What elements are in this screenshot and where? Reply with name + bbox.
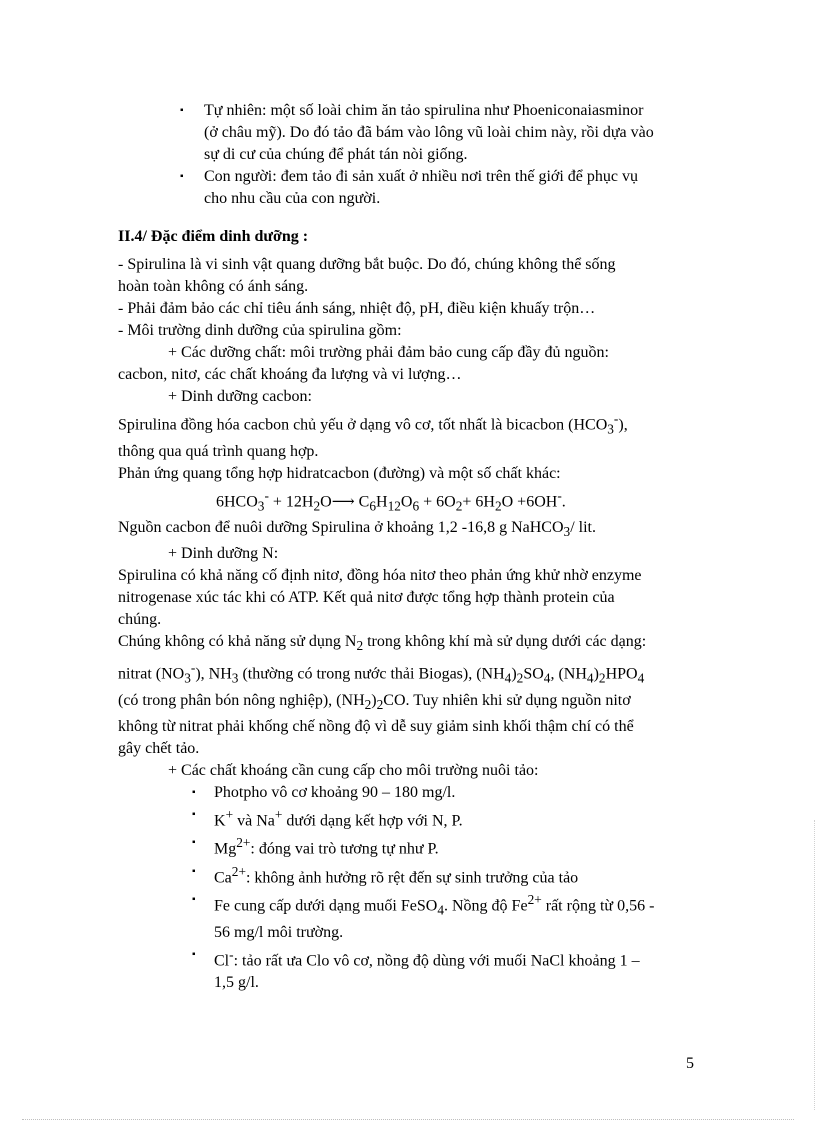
text-line: Spirulina đồng hóa cacbon chủ yếu ở dạng vô cơ, tốt nhất là bicacbon $(HCO_3^-)$, <box>118 411 628 437</box>
bullet-item: ▪ Tự nhiên: một số loài chim ăn tảo spirulina như Phoeniconaiasminor (ở châu mỹ). Do đó tảo đã bám vào lông vũ loài chim này, rồi dựa vào sự di cư của chúng để phát tán nòi giống. <box>180 102 654 163</box>
text-line: + Dinh dưỡng N: <box>168 545 279 563</box>
bullet-marker: ▪ <box>180 171 184 182</box>
text-line: + Các dưỡng chất: môi trường phải đảm bảo cung cấp đầy đủ nguồn: <box>168 344 609 361</box>
page-number: 5 <box>686 1055 694 1072</box>
text-line: + Dinh dưỡng cacbon: <box>168 388 312 405</box>
text-line: chúng. <box>118 611 162 629</box>
text-line: Nguồn cacbon để nuôi dưỡng Spirulina ở khoảng 1,2 -16,8 g NaHCO$_3$/ lit. <box>118 519 596 540</box>
mineral-item: ▪ Fe cung cấp dưới dạng muối FeSO$_4$. Nồng độ $Fe^{2+}$ rất rộng từ 0,56 - 56 mg/l môi trường. <box>214 889 692 944</box>
arrow-icon: ⟶ <box>331 492 355 510</box>
bullet-marker: ▪ <box>192 837 196 849</box>
bullet-item: ▪ Con người: đem tảo đi sản xuất ở nhiều nơi trên thế giới để phục vụ cho nhu cầu của con người. <box>180 168 638 207</box>
text-line: cacbon, nitơ, các chất khoáng đa lượng và vi lượng… <box>118 366 462 383</box>
text-line: + Các chất khoáng cần cung cấp cho môi trường nuôi tảo: <box>168 762 539 780</box>
text-line: nitrogenase xúc tác khi có ATP. Kết quả nitơ được tổng hợp thành protein của <box>118 589 615 607</box>
bullet-marker: ▪ <box>192 865 196 877</box>
text-line: - Spirulina là vi sinh vật quang dưỡng bắt buộc. Do đó, chúng không thể sống <box>118 256 616 273</box>
text-line: thông qua quá trình quang hợp. <box>118 442 319 460</box>
mineral-item: ▪ K+ và Na+ dưới dạng kết hợp với N, P. <box>214 804 692 832</box>
mineral-item: ▪ $Mg^{2+}$: đóng vai trò tương tự như P. <box>214 832 692 860</box>
text-line: Spirulina có khả năng cố định nitơ, đồng hóa nitơ theo phản ứng khử nhờ enzyme <box>118 567 642 585</box>
chemical-equation: $6HCO_3^-$ + $12H_2O⟶$ $C_6H_{12}O_6 + 6O_2+ 6H_2O +6OH^-$. <box>216 487 566 514</box>
text-line: Chúng không có khả năng sử dụng $N_2$ trong không khí mà sử dụng dưới các dạng: <box>118 633 647 654</box>
mineral-item: ▪ $Ca^{2+}$: không ảnh hưởng rõ rệt đến sự sinh trưởng của tảo <box>214 861 692 889</box>
text-line: - Phải đảm bảo các chỉ tiêu ánh sáng, nhiệt độ, pH, điều kiện khuấy trộn… <box>118 300 596 317</box>
bullet-marker: ▪ <box>192 809 196 821</box>
text-line: (có trong phân bón nông nghiệp), $(NH_2)_2CO$. Tuy nhiên khi sử dụng nguồn nitơ <box>118 691 631 713</box>
mineral-item: ▪ Cl-: tảo rất ưa Clo vô cơ, nồng độ dùng với muối NaCl khoảng 1 – 1,5 g/l. <box>214 944 692 994</box>
bullet-marker: ▪ <box>192 948 196 960</box>
text-line: gây chết tảo. <box>118 740 200 758</box>
bullet-marker: ▪ <box>180 105 184 116</box>
bullet-marker: ▪ <box>192 894 196 906</box>
text-line: nitrat $(NO_3^-)$, $NH_3$ (thường có trong nước thải Biogas), $(NH_4)_2SO_4$, $(NH_4)_2HPO_4$ <box>118 660 645 686</box>
section-heading: II.4/ Đặc điểm dinh dưỡng : <box>118 228 309 245</box>
text-line: Phản ứng quang tổng hợp hidratcacbon (đường) và một số chất khác: <box>118 464 561 482</box>
text-line: không từ nitrat phải khống chế nồng độ vì dễ suy giảm sinh khối thậm chí có thể <box>118 718 634 736</box>
page-bottom-divider <box>22 1119 794 1120</box>
mineral-item: ▪ Photpho vô cơ khoảng 90 – 180 mg/l. <box>214 782 692 804</box>
text-line: - Môi trường dinh dưỡng của spirulina gồm: <box>118 322 402 339</box>
page-content <box>118 100 692 994</box>
text-line: hoàn toàn không có ánh sáng. <box>118 278 309 295</box>
bullet-marker: ▪ <box>192 787 196 799</box>
